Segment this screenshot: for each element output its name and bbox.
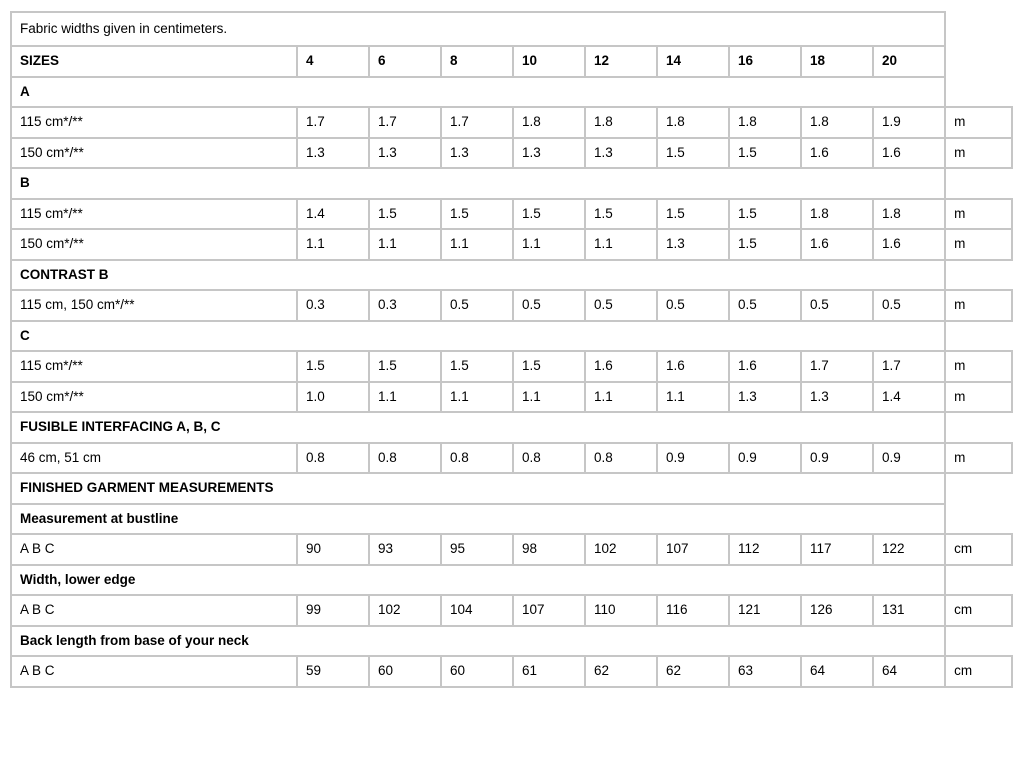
- size-value: 1.6: [657, 351, 729, 382]
- size-value: 102: [585, 534, 657, 565]
- size-value: 1.5: [441, 199, 513, 230]
- size-value: 1.1: [657, 382, 729, 413]
- unit-cell: m: [945, 290, 1012, 321]
- size-column-header: 12: [585, 46, 657, 77]
- size-value: 0.9: [729, 443, 801, 474]
- size-value: 1.1: [585, 229, 657, 260]
- size-value: 0.8: [297, 443, 369, 474]
- size-value: 1.5: [369, 199, 441, 230]
- unit-cell: m: [945, 199, 1012, 230]
- size-value: 1.3: [801, 382, 873, 413]
- size-value: 0.9: [873, 443, 945, 474]
- ghost-cell: [945, 12, 1012, 46]
- section-header: FUSIBLE INTERFACING A, B, C: [11, 412, 945, 443]
- size-column-header: 14: [657, 46, 729, 77]
- size-value: 0.5: [657, 290, 729, 321]
- size-value: 102: [369, 595, 441, 626]
- row-label: 115 cm*/**: [11, 199, 297, 230]
- section-header-row: [11, 260, 1012, 291]
- size-value: 93: [369, 534, 441, 565]
- unit-cell: m: [945, 138, 1012, 169]
- table-row: [11, 290, 1012, 321]
- size-column-header: 6: [369, 46, 441, 77]
- size-value: 1.6: [801, 138, 873, 169]
- row-label: 115 cm, 150 cm*/**: [11, 290, 297, 321]
- unit-cell: m: [945, 351, 1012, 382]
- size-value: 62: [657, 656, 729, 687]
- size-value: 1.1: [441, 382, 513, 413]
- row-label: 150 cm*/**: [11, 229, 297, 260]
- size-value: 1.4: [873, 382, 945, 413]
- size-value: 1.4: [297, 199, 369, 230]
- size-value: 1.5: [657, 138, 729, 169]
- section-header-row: [11, 321, 1012, 352]
- size-value: 121: [729, 595, 801, 626]
- ghost-cell: [945, 46, 1012, 77]
- size-value: 1.7: [873, 351, 945, 382]
- size-value: 116: [657, 595, 729, 626]
- ghost-cell: [945, 168, 1012, 199]
- size-value: 1.7: [441, 107, 513, 138]
- ghost-cell: [945, 504, 1012, 535]
- size-value: 1.5: [585, 199, 657, 230]
- intro-text: Fabric widths given in centimeters.: [11, 12, 945, 46]
- table-row: [11, 382, 1012, 413]
- unit-cell: cm: [945, 595, 1012, 626]
- size-value: 1.5: [729, 138, 801, 169]
- size-value: 1.8: [801, 107, 873, 138]
- size-value: 104: [441, 595, 513, 626]
- size-value: 107: [513, 595, 585, 626]
- table-row: [11, 107, 1012, 138]
- section-header-row: [11, 626, 1012, 657]
- section-header: FINISHED GARMENT MEASUREMENTS: [11, 473, 945, 504]
- size-column-header: 10: [513, 46, 585, 77]
- section-header: Measurement at bustline: [11, 504, 945, 535]
- fabric-requirements-table: [10, 11, 1013, 688]
- size-value: 0.5: [441, 290, 513, 321]
- unit-cell: m: [945, 229, 1012, 260]
- size-value: 0.3: [297, 290, 369, 321]
- section-header: A: [11, 77, 945, 108]
- row-label: 115 cm*/**: [11, 351, 297, 382]
- size-value: 1.1: [297, 229, 369, 260]
- size-value: 0.5: [729, 290, 801, 321]
- size-value: 112: [729, 534, 801, 565]
- size-value: 122: [873, 534, 945, 565]
- size-value: 98: [513, 534, 585, 565]
- size-value: 1.5: [729, 199, 801, 230]
- size-value: 1.3: [369, 138, 441, 169]
- size-value: 107: [657, 534, 729, 565]
- row-label: 150 cm*/**: [11, 138, 297, 169]
- section-header: CONTRAST B: [11, 260, 945, 291]
- size-value: 0.5: [513, 290, 585, 321]
- size-value: 1.5: [657, 199, 729, 230]
- size-value: 0.8: [441, 443, 513, 474]
- size-value: 62: [585, 656, 657, 687]
- size-value: 1.6: [801, 229, 873, 260]
- size-value: 1.1: [513, 382, 585, 413]
- row-label: A B C: [11, 534, 297, 565]
- section-header-row: [11, 168, 1012, 199]
- section-header: Back length from base of your neck: [11, 626, 945, 657]
- size-value: 0.5: [585, 290, 657, 321]
- size-column-header: 20: [873, 46, 945, 77]
- section-header: B: [11, 168, 945, 199]
- row-label: A B C: [11, 656, 297, 687]
- size-value: 1.3: [585, 138, 657, 169]
- row-label: 150 cm*/**: [11, 382, 297, 413]
- intro-row: [11, 12, 1012, 46]
- ghost-cell: [945, 565, 1012, 596]
- ghost-cell: [945, 77, 1012, 108]
- size-column-header: 8: [441, 46, 513, 77]
- size-value: 1.7: [801, 351, 873, 382]
- size-value: 131: [873, 595, 945, 626]
- size-value: 0.8: [369, 443, 441, 474]
- unit-cell: cm: [945, 534, 1012, 565]
- fabric-requirements-page: [10, 11, 1013, 688]
- size-value: 90: [297, 534, 369, 565]
- size-value: 1.3: [441, 138, 513, 169]
- size-value: 60: [369, 656, 441, 687]
- size-value: 110: [585, 595, 657, 626]
- table-row: [11, 138, 1012, 169]
- unit-cell: cm: [945, 656, 1012, 687]
- size-value: 1.6: [873, 229, 945, 260]
- size-value: 1.1: [369, 229, 441, 260]
- size-value: 117: [801, 534, 873, 565]
- size-value: 1.6: [873, 138, 945, 169]
- row-label: 46 cm, 51 cm: [11, 443, 297, 474]
- table-row: [11, 199, 1012, 230]
- size-column-header: 4: [297, 46, 369, 77]
- size-value: 0.9: [801, 443, 873, 474]
- unit-cell: m: [945, 443, 1012, 474]
- size-value: 1.8: [585, 107, 657, 138]
- size-value: 64: [801, 656, 873, 687]
- size-value: 64: [873, 656, 945, 687]
- section-header: C: [11, 321, 945, 352]
- size-value: 60: [441, 656, 513, 687]
- section-header: Width, lower edge: [11, 565, 945, 596]
- table-row: [11, 351, 1012, 382]
- size-value: 1.7: [369, 107, 441, 138]
- size-value: 1.5: [369, 351, 441, 382]
- section-header-row: [11, 504, 1012, 535]
- table-row: [11, 595, 1012, 626]
- section-header-row: [11, 473, 1012, 504]
- ghost-cell: [945, 473, 1012, 504]
- size-column-header: 16: [729, 46, 801, 77]
- size-value: 1.3: [297, 138, 369, 169]
- sizes-header-row: [11, 46, 1012, 77]
- ghost-cell: [945, 626, 1012, 657]
- size-value: 1.8: [657, 107, 729, 138]
- size-value: 126: [801, 595, 873, 626]
- size-value: 1.8: [801, 199, 873, 230]
- size-value: 0.5: [801, 290, 873, 321]
- size-value: 1.1: [441, 229, 513, 260]
- size-value: 95: [441, 534, 513, 565]
- size-value: 1.3: [729, 382, 801, 413]
- ghost-cell: [945, 412, 1012, 443]
- size-column-header: 18: [801, 46, 873, 77]
- size-value: 1.3: [657, 229, 729, 260]
- size-value: 59: [297, 656, 369, 687]
- size-value: 1.1: [369, 382, 441, 413]
- table-row: [11, 656, 1012, 687]
- size-value: 1.5: [729, 229, 801, 260]
- size-value: 1.8: [729, 107, 801, 138]
- size-value: 1.1: [585, 382, 657, 413]
- size-value: 1.5: [513, 351, 585, 382]
- section-header-row: [11, 565, 1012, 596]
- unit-cell: m: [945, 107, 1012, 138]
- size-value: 1.0: [297, 382, 369, 413]
- table-row: [11, 534, 1012, 565]
- row-label: A B C: [11, 595, 297, 626]
- size-value: 1.7: [297, 107, 369, 138]
- table-row: [11, 443, 1012, 474]
- size-value: 61: [513, 656, 585, 687]
- size-value: 1.5: [441, 351, 513, 382]
- size-value: 1.5: [297, 351, 369, 382]
- size-value: 0.9: [657, 443, 729, 474]
- size-value: 1.6: [729, 351, 801, 382]
- section-header-row: [11, 412, 1012, 443]
- size-value: 1.9: [873, 107, 945, 138]
- size-value: 0.8: [513, 443, 585, 474]
- size-value: 0.8: [585, 443, 657, 474]
- row-label: 115 cm*/**: [11, 107, 297, 138]
- section-header-row: [11, 77, 1012, 108]
- unit-cell: m: [945, 382, 1012, 413]
- sizes-header-label: SIZES: [11, 46, 297, 77]
- size-value: 99: [297, 595, 369, 626]
- size-value: 1.8: [513, 107, 585, 138]
- size-value: 0.3: [369, 290, 441, 321]
- size-value: 1.8: [873, 199, 945, 230]
- size-value: 1.6: [585, 351, 657, 382]
- size-value: 1.1: [513, 229, 585, 260]
- table-row: [11, 229, 1012, 260]
- ghost-cell: [945, 321, 1012, 352]
- size-value: 63: [729, 656, 801, 687]
- size-value: 0.5: [873, 290, 945, 321]
- size-value: 1.5: [513, 199, 585, 230]
- ghost-cell: [945, 260, 1012, 291]
- size-value: 1.3: [513, 138, 585, 169]
